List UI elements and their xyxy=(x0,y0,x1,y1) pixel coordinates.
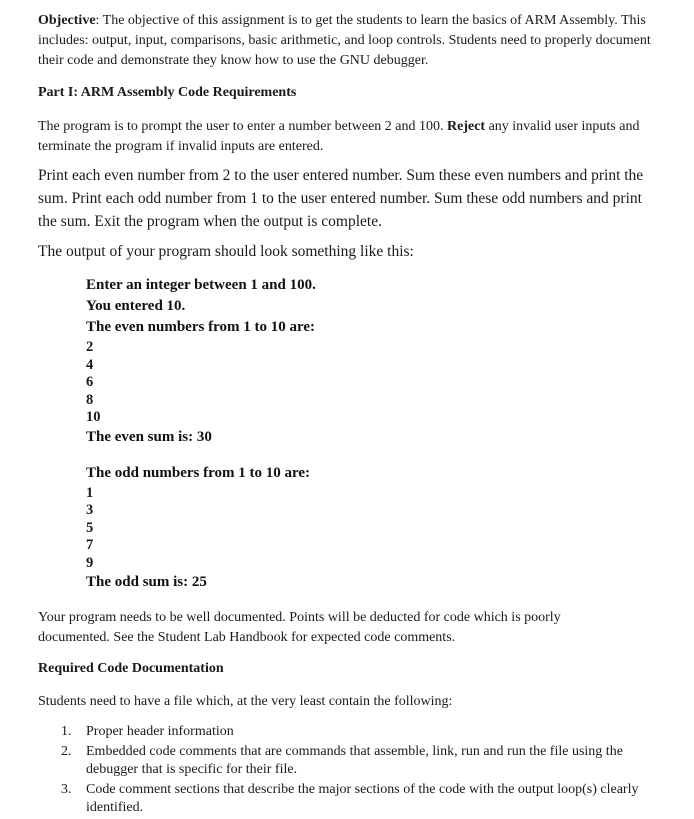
sample-line-prompt: Enter an integer between 1 and 100. xyxy=(86,277,316,293)
odd-number: 1 xyxy=(86,484,94,501)
prompt-text-before: The program is to prompt the user to enter a number between 2 and 100. xyxy=(38,119,447,134)
objective-label: Objective xyxy=(38,13,96,28)
required-documentation-heading: Required Code Documentation xyxy=(38,661,224,676)
odd-sum-line: The odd sum is: 25 xyxy=(86,574,207,590)
prompt-text-after: any invalid user inputs and terminate the program if invalid inputs are entered. xyxy=(38,119,640,154)
even-number: 2 xyxy=(86,339,94,355)
even-number: 8 xyxy=(86,391,94,408)
output-intro: The output of your program should look something like this: xyxy=(38,243,414,260)
list-item xyxy=(61,743,651,779)
list-item-number: 1. xyxy=(61,724,72,739)
requirements-list xyxy=(61,723,651,819)
odd-number: 3 xyxy=(86,502,94,518)
list-item-text: Code comment sections that describe the major sections of the code with the output loop(s) clearly identified. xyxy=(86,782,639,815)
prompt-paragraph xyxy=(38,117,663,157)
required-documentation-intro: Students need to have a file which, at the very least contain the following: xyxy=(38,694,453,709)
even-number: 6 xyxy=(86,374,94,390)
even-numbers-header: The even numbers from 1 to 10 are: xyxy=(86,319,315,335)
odd-number: 7 xyxy=(86,537,94,553)
odd-numbers-header: The odd numbers from 1 to 10 are: xyxy=(86,464,311,481)
objective-text: : The objective of this assignment is to get the students to learn the basics of ARM Assembly. This includes: output, input, comparisons, basic arithmetic, and loop controls. Students need to properly document their code and demonstrate they know how to use the GNU debugger. xyxy=(38,13,651,68)
odd-number: 5 xyxy=(86,519,94,536)
list-item xyxy=(61,781,651,817)
list-item-number: 2. xyxy=(61,744,72,759)
part1-heading: Part I: ARM Assembly Code Requirements xyxy=(38,85,297,100)
sample-line-entered: You entered 10. xyxy=(86,298,186,314)
even-sum-line: The even sum is: 30 xyxy=(86,428,212,445)
prompt-text-bold: Reject xyxy=(447,119,486,134)
list-item-number: 3. xyxy=(61,782,72,797)
even-number: 4 xyxy=(86,356,94,373)
even-number: 10 xyxy=(86,409,101,425)
print-paragraph: Print each even number from 2 to the user entered number. Sum these even numbers and print the sum. Print each odd number from 1 to the user entered number. Sum these odd numbers and print the sum. Exit the program when the output is complete. xyxy=(38,167,644,230)
list-item-text: Proper header information xyxy=(86,724,234,739)
list-item xyxy=(61,723,651,741)
odd-number: 9 xyxy=(86,554,94,571)
sample-output xyxy=(86,276,486,591)
list-item-text: Embedded code comments that are commands that assemble, link, run and run the file using the debugger that is specific for their file. xyxy=(86,744,623,777)
objective-paragraph xyxy=(38,11,663,71)
documentation-paragraph: Your program needs to be well documented. Points will be deducted for code which is poorly documented. See the Student Lab Handbook for expected code comments. xyxy=(38,610,561,645)
